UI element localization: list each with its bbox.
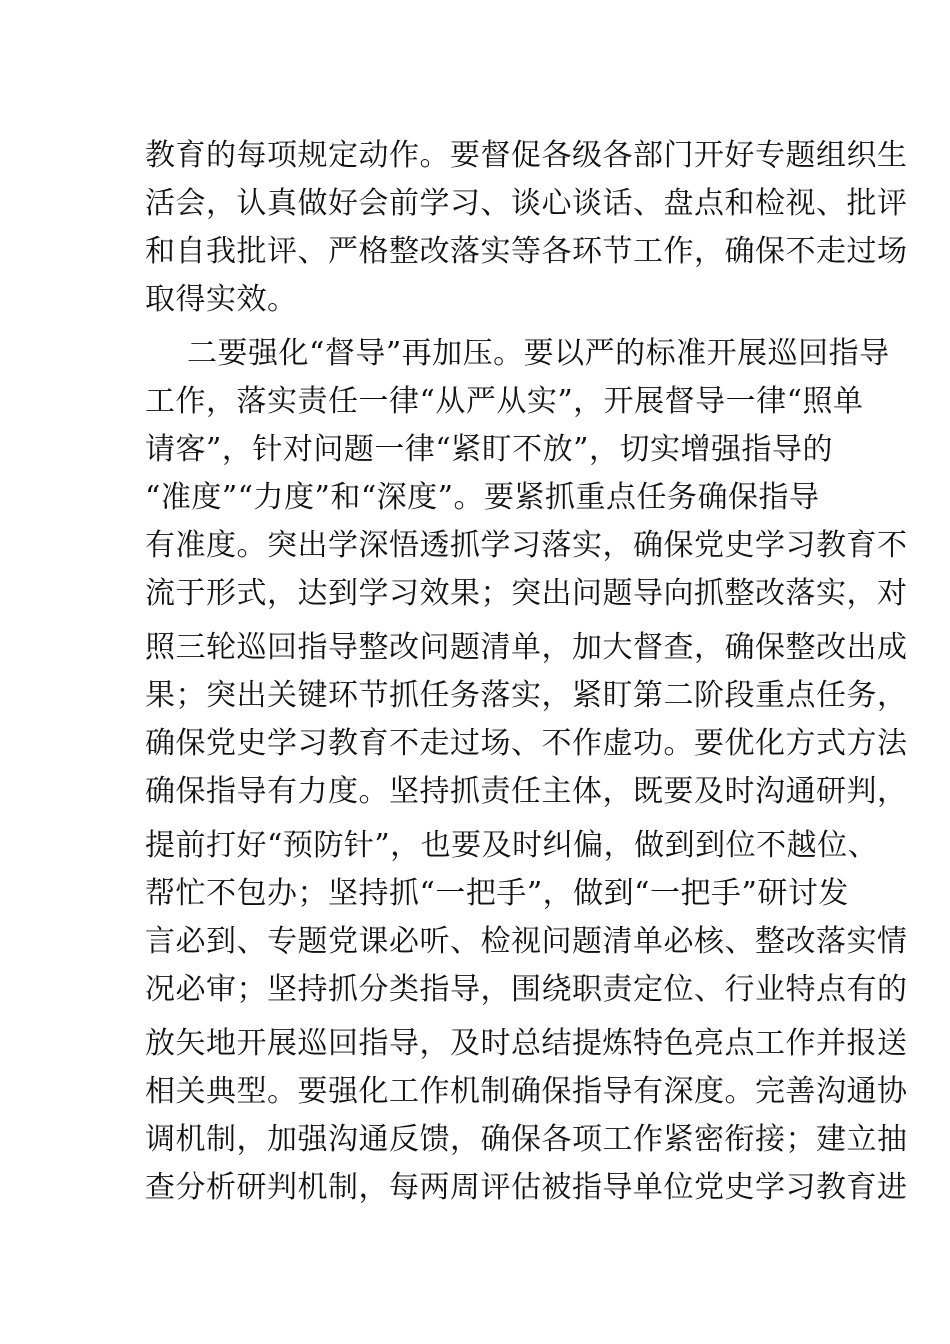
text-line: 确保党史学习教育不走过场、不作虚功。要优化方式方法: [145, 726, 908, 761]
text-line: 言必到、专题党课必听、检视问题清单必核、整改落实情: [145, 924, 908, 959]
text-line: 教育的每项规定动作。要督促各级各部门开好专题组织生: [145, 138, 908, 173]
text-line: 工作，落实责任一律“从严从实”，开展督导一律“照单: [145, 384, 864, 419]
text-line: 果；突出关键环节抓任务落实，紧盯第二阶段重点任务，: [145, 678, 908, 713]
text-line: 有准度。突出学深悟透抓学习落实，确保党史学习教育不: [145, 528, 908, 563]
text-line: 确保指导有力度。坚持抓责任主体，既要及时沟通研判，: [145, 774, 908, 809]
text-line: 相关典型。要强化工作机制确保指导有深度。完善沟通协: [145, 1074, 908, 1109]
text-line: 流于形式，达到学习效果；突出问题导向抓整改落实，对: [145, 576, 908, 611]
text-line: 放矢地开展巡回指导，及时总结提炼特色亮点工作并报送: [145, 1026, 908, 1061]
text-line: 查分析研判机制，每两周评估被指导单位党史学习教育进: [145, 1170, 908, 1205]
text-line: 请客”，针对问题一律“紧盯不放”，切实增强指导的: [145, 432, 834, 467]
text-line: 照三轮巡回指导整改问题清单，加大督查，确保整改出成: [145, 630, 908, 665]
text-line: 取得实效。: [145, 282, 298, 317]
text-line: 活会，认真做好会前学习、谈心谈话、盘点和检视、批评: [145, 186, 908, 221]
text-line: 况必审；坚持抓分类指导，围绕职责定位、行业特点有的: [145, 972, 908, 1007]
text-line: “准度”“力度”和“深度”。要紧抓重点任务确保指导: [145, 480, 820, 515]
text-line: 和自我批评、严格整改落实等各环节工作，确保不走过场: [145, 234, 908, 269]
text-line: 帮忙不包办；坚持抓“一把手”，做到“一把手”研讨发: [145, 876, 849, 911]
text-line: 提前打好“预防针”，也要及时纠偏，做到到位不越位、: [145, 828, 879, 863]
paragraph-first-line: 二要强化“督导”再加压。要以严的标准开展巡回指导: [187, 336, 890, 371]
text-line: 调机制，加强沟通反馈，确保各项工作紧密衔接；建立抽: [145, 1122, 908, 1157]
